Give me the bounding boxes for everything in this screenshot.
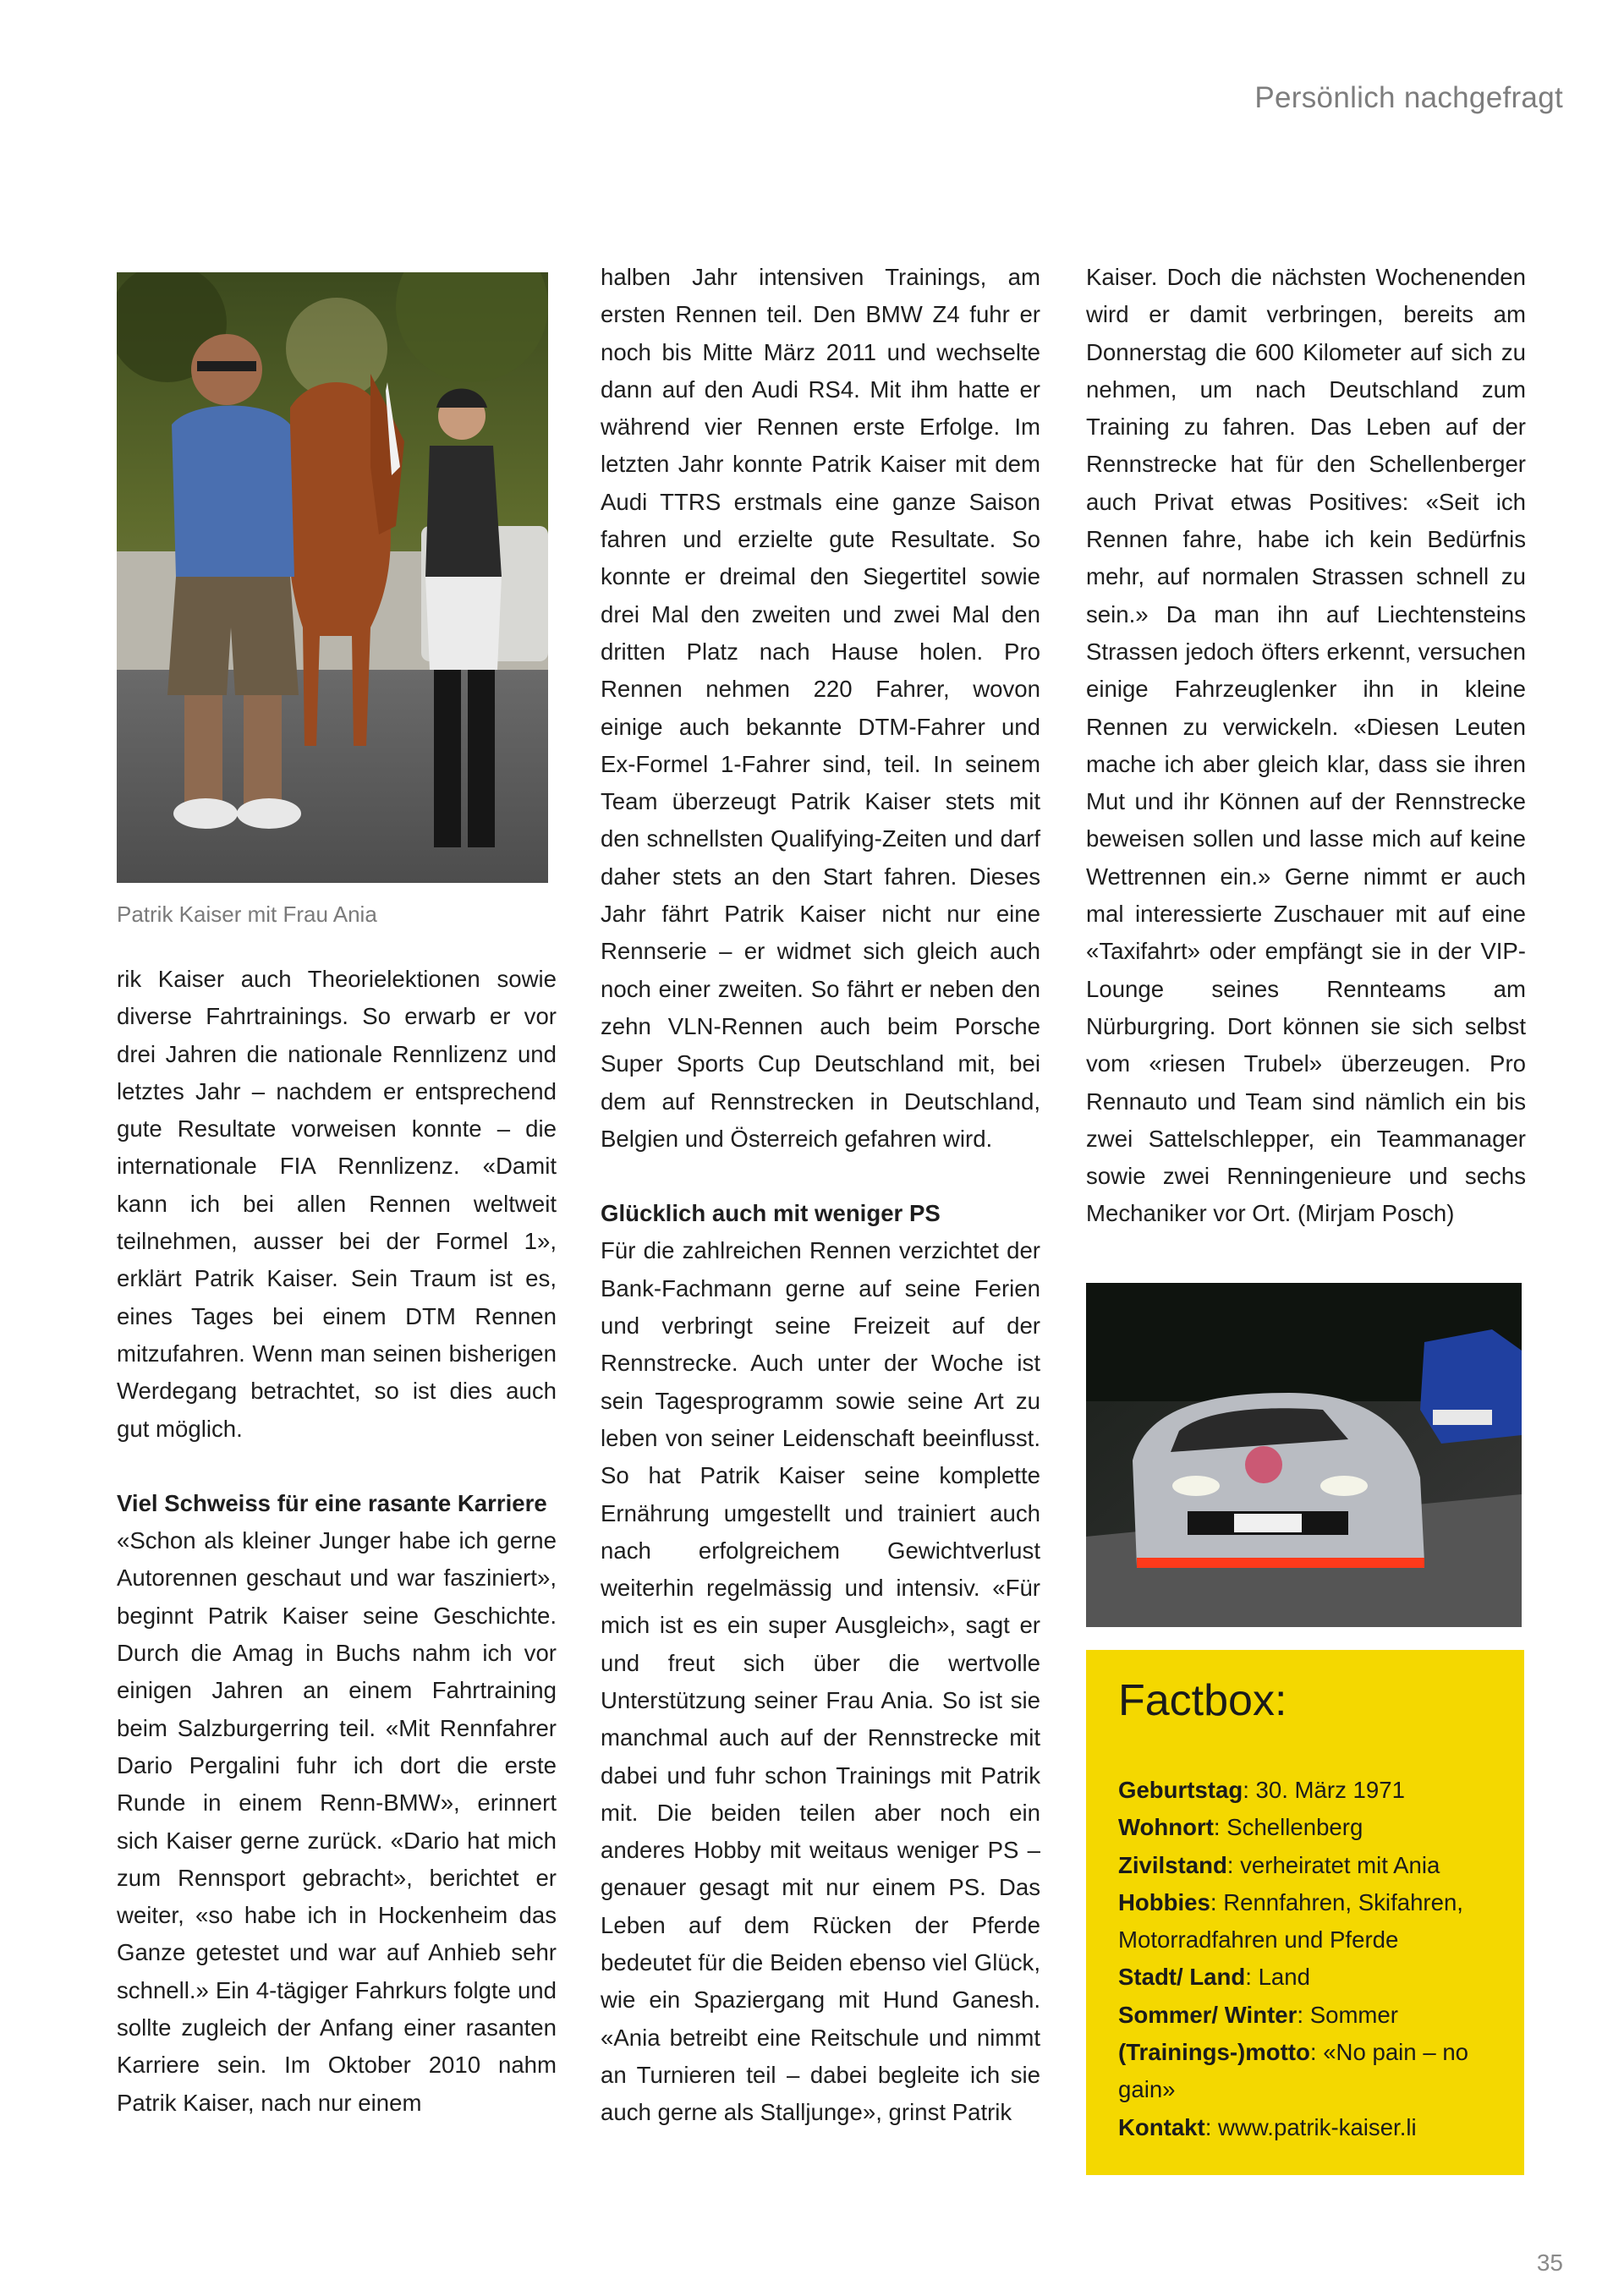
fact-row	[1118, 1847, 1524, 1884]
subheading: Viel Schweiss für eine rasante Karriere	[117, 1489, 547, 1516]
paragraph: halben Jahr intensiven Trainings, am ersten Rennen teil. Den BMW Z4 fuhr er noch bis Mitte März 2011 und wechselte dann auf den Audi RS4. Mit ihm hatte er während vier Rennen erste Erfolge. Im letzten Jahr konnte Patrik Kaiser mit dem Audi TTRS erstmals eine ganze Saison fahren und erzielte gute Resultate. So konnte er dreimal den Siegertitel sowie drei Mal den zweiten und zwei Mal den dritten Platz nach Hause holen. Pro Rennen nehmen 220 Fahrer, wovon einige auch bekannte DTM-Fahrer und Ex-Formel 1-Fahrer sind, teil. In seinem Team überzeugt Patrik Kaiser stets mit den schnellsten Qualifying-Zeiten und darf daher stets an den Start fahren. Dieses Jahr fährt Patrik Kaiser nicht nur eine Rennserie – er widmet sich gleich auch noch einer zweiten. So fährt er neben den zehn VLN-Rennen auch beim Porsche Super Sports Cup Deutschland mit, bei dem auf Rennstrecken in Deutschland, Belgien und Österreich gefahren wird.	[601, 264, 1040, 1152]
section-title: Persönlich nachgefragt	[1254, 81, 1563, 114]
fact-label: Geburtstag	[1118, 1777, 1243, 1803]
fact-row	[1118, 1809, 1524, 1846]
fact-label: Sommer/ Winter	[1118, 2001, 1298, 2028]
photo-man-woman-horse-image	[117, 272, 548, 883]
paragraph: rik Kaiser auch Theorielektionen sowie diverse Fahrtrainings. So erwarb er vor drei Jahren die nationale Rennlizenz und letztes Jahr – nachdem er entsprechend gute Resultate vorweisen konnte – die internationale FIA Rennlizenz. «Damit kann ich bei allen Rennen weltweit teilnehmen, ausser bei der Formel 1», erklärt Patrik Kaiser. Sein Traum ist es, eines Tages bei einem DTM Rennen mitzufahren. Wenn man seinen bisherigen Werdegang betrachtet, so ist dies auch gut möglich.	[117, 966, 557, 1442]
fact-value: : Land	[1245, 1964, 1310, 1991]
fact-row	[1118, 1884, 1507, 1959]
fact-value: : «No pain – no gain»	[1118, 2039, 1469, 2103]
factbox	[1086, 1650, 1524, 2175]
paragraph: Kaiser. Doch die nächsten Wochenenden wird er damit verbringen, bereits am Donnerstag die 600 Kilometer auf sich zu nehmen, um nach Deutschland zum Training zu fahren. Das Leben auf der Rennstrecke hat für den Schellenberger auch Privat etwas Positives: «Seit ich Rennen fahre, habe ich kein Bedürfnis mehr, auf normalen Strassen schnell zu sein.» Da man ihn auf Liechtensteins Strassen jedoch öfters erkennt, versuchen einige Fahrzeuglenker ihn in kleine Rennen zu verwickeln. «Diesen Leuten mache ich aber gleich klar, dass sie ihren Mut und ihr Können auf der Rennstrecke beweisen sollen und lasse mich auf keine Wettrennen ein.» Gerne nimmt er auch mal interessierte Zuschauer mit auf eine «Taxifahrt» oder empfängt sie in der VIP-Lounge seines Rennteams am Nürburgring. Dort können sie sich selbst vom «riesen Trubel» überzeugen. Pro Rennauto und Team sind nämlich ein bis zwei Sattelschlepper, ein Teammanager sowie zwei Renningenieure und sechs Mechaniker vor Ort. (Mirjam Posch)	[1086, 264, 1526, 1227]
fact-value: : Rennfahren, Skifahren, Motorradfahren und Pferde	[1118, 1888, 1463, 1954]
fact-row	[1118, 2034, 1482, 2109]
fact-label: Hobbies	[1118, 1888, 1210, 1915]
paragraph: Für die zahlreichen Rennen verzichtet der Bank-Fachmann gerne auf seine Ferien und verbringt seine Freizeit auf der Rennstrecke. Auch unter der Woche ist sein Tagesprogramm sowie seine Art zu leben von seiner Leidenschaft beeinflusst. So hat Patrik Kaiser seine komplette Ernährung umgestellt und trainiert auch nach erfolgreichem Gewichtverlust weiterhin regelmässig und intensiv. «Für mich ist es ein super Ausgleich», sagt er und freut sich über die wertvolle Unterstützung seiner Frau Ania. So ist sie manchmal auch auf der Rennstrecke mit dabei und fuhr schon Trainings mit Patrik mit. Die beiden teilen aber noch ein anderes Hobby mit weitaus weniger PS – genauer gesagt mit nur einem PS. Das Leben auf dem Rücken der Pferde bedeutet für die Beiden ebenso viel Glück, wie ein Spaziergang mit Hund Ganesh. «Ania betreibt eine Reitschule und nimmt an Turnieren teil – dabei begleite ich sie auch gerne als Stalljunge», grinst Patrik	[601, 1237, 1040, 2126]
fact-row	[1118, 2109, 1524, 2146]
factbox-title: Factbox:	[1118, 1676, 1287, 1725]
fact-row	[1118, 1959, 1524, 1996]
article-column-1	[117, 961, 557, 2122]
photo-caption: Patrik Kaiser mit Frau Ania	[117, 901, 377, 927]
fact-label: Kontakt	[1118, 2113, 1205, 2140]
fact-label: Stadt/ Land	[1118, 1964, 1246, 1991]
fact-label: Zivilstand	[1118, 1851, 1227, 1878]
paragraph: «Schon als kleiner Junger habe ich gerne Autorennen geschaut und war fasziniert», beginnt Patrik Kaiser seine Geschichte. Durch die Amag in Buchs nahm ich vor einigen Jahren an einem Fahrtraining beim Salzburgerring teil. «Mit Rennfahrer Dario Pergalini fuhr ich dort die erste Runde in einem Renn-BMW», erinnert sich Kaiser gerne zurück. «Dario hat mich zum Rennsport gebracht», berichtet er weiter, «so habe ich in Hockenheim das Ganze getestet und war auf Anhieb sehr schnell.» Ein 4-tägiger Fahrkurs folgte und sollte zugleich der Anfang einer rasanten Karriere sein. Im Oktober 2010 nahm Patrik Kaiser, nach nur einem	[117, 1527, 557, 2116]
fact-value: : Schellenberg	[1213, 1814, 1363, 1841]
fact-row	[1118, 1997, 1524, 2034]
photo-race-cars	[1086, 1283, 1522, 1627]
photo-race-cars-image	[1086, 1283, 1522, 1627]
fact-row	[1118, 1772, 1524, 1809]
fact-value: : www.patrik-kaiser.li	[1204, 2113, 1417, 2140]
photo-man-woman-horse	[117, 272, 548, 883]
fact-label: (Trainings-)motto	[1118, 2039, 1310, 2066]
subheading: Glücklich auch mit weniger PS	[601, 1200, 941, 1227]
article-column-3	[1086, 259, 1526, 1233]
fact-value: : 30. März 1971	[1243, 1777, 1405, 1803]
page-number: 35	[1536, 2249, 1563, 2276]
fact-value: : Sommer	[1297, 2001, 1398, 2028]
article-column-2	[601, 259, 1040, 2132]
fact-label: Wohnort	[1118, 1814, 1214, 1841]
fact-value: : verheiratet mit Ania	[1226, 1851, 1440, 1878]
